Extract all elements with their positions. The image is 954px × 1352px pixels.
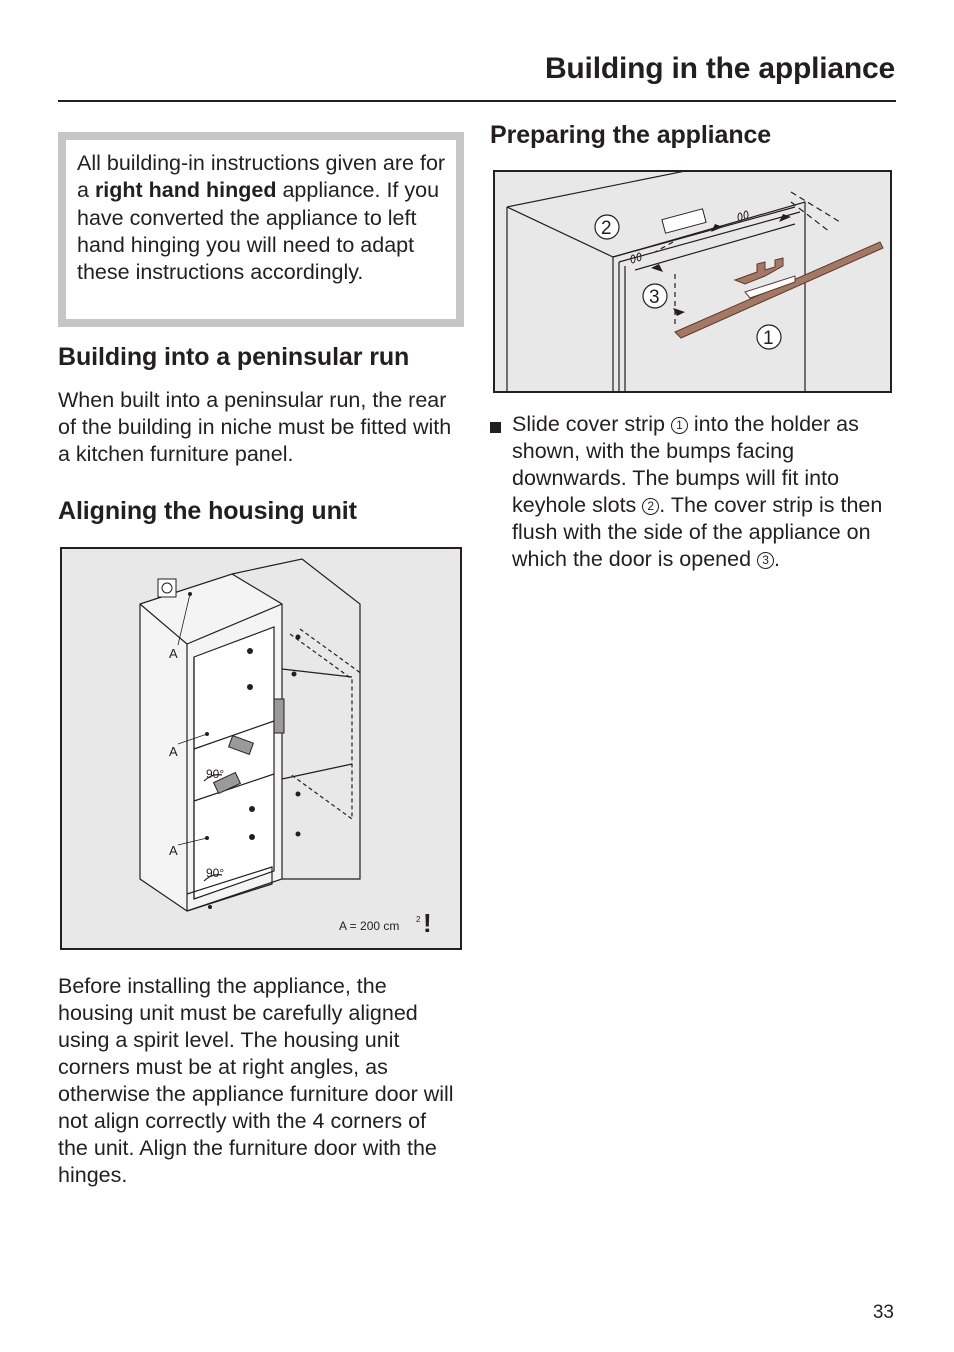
instruction-part-2: into the holder as shown, with the bumps facing downwards. The bumps will fit into keyhole slots xyxy=(512,412,859,517)
heading-aligning-housing: Aligning the housing unit xyxy=(58,497,357,525)
callout-ref-2: 2 xyxy=(642,498,659,515)
bullet-marker-icon xyxy=(490,422,501,433)
area-label: A = 200 cm xyxy=(339,919,400,933)
label-a-middle: A xyxy=(169,744,178,759)
label-a-top: A xyxy=(169,646,178,661)
cover-strip-figure xyxy=(493,170,892,393)
note-bold-text: right hand hinged xyxy=(94,178,277,203)
peninsular-body: When built into a peninsular run, the rear of the building in niche must be fitted with a kitchen furniture panel. xyxy=(58,388,452,466)
instruction-part-1: Slide cover strip xyxy=(512,412,671,436)
angle-label-lower: 90° xyxy=(206,866,225,880)
title-rule xyxy=(58,100,896,102)
housing-unit-diagram xyxy=(62,549,460,948)
note-text-after: appliance. If you have converted the appliance to left hand hinging you will need to adapt these instructions accordingly. xyxy=(77,178,440,285)
housing-unit-figure xyxy=(60,547,462,950)
heading-peninsular-run: Building into a peninsular run xyxy=(58,343,410,371)
cover-strip-diagram xyxy=(495,172,890,391)
instruction-part-4: . xyxy=(774,547,781,571)
callout-3: 3 xyxy=(649,287,660,308)
area-superscript: 2 xyxy=(416,915,421,924)
page-title: Building in the appliance xyxy=(544,52,895,85)
note-text xyxy=(77,150,448,286)
note-text-before: All building-in instructions given are for a xyxy=(77,151,446,203)
note-box xyxy=(58,132,464,327)
instruction-text xyxy=(512,411,902,573)
aligning-body: Before installing the appliance, the housing unit must be carefully aligned using a spirit level. The housing unit corners must be at right angles, as otherwise the appliance furniture door will not align correctly with the 4 corners of the unit. Align the furniture door with the hinges. xyxy=(58,974,454,1187)
callout-ref-3: 3 xyxy=(757,552,774,569)
page-number: 33 xyxy=(872,1302,894,1323)
callout-2: 2 xyxy=(601,218,612,239)
callout-ref-1: 1 xyxy=(671,417,688,434)
angle-label-upper: 90° xyxy=(206,767,225,781)
callout-1: 1 xyxy=(763,328,774,349)
label-a-bottom: A xyxy=(169,843,178,858)
heading-preparing-appliance: Preparing the appliance xyxy=(490,121,772,149)
warning-icon: ! xyxy=(423,908,432,938)
instruction-part-3: . The cover strip is then flush with the side of the appliance on which the door is opened xyxy=(512,493,883,571)
